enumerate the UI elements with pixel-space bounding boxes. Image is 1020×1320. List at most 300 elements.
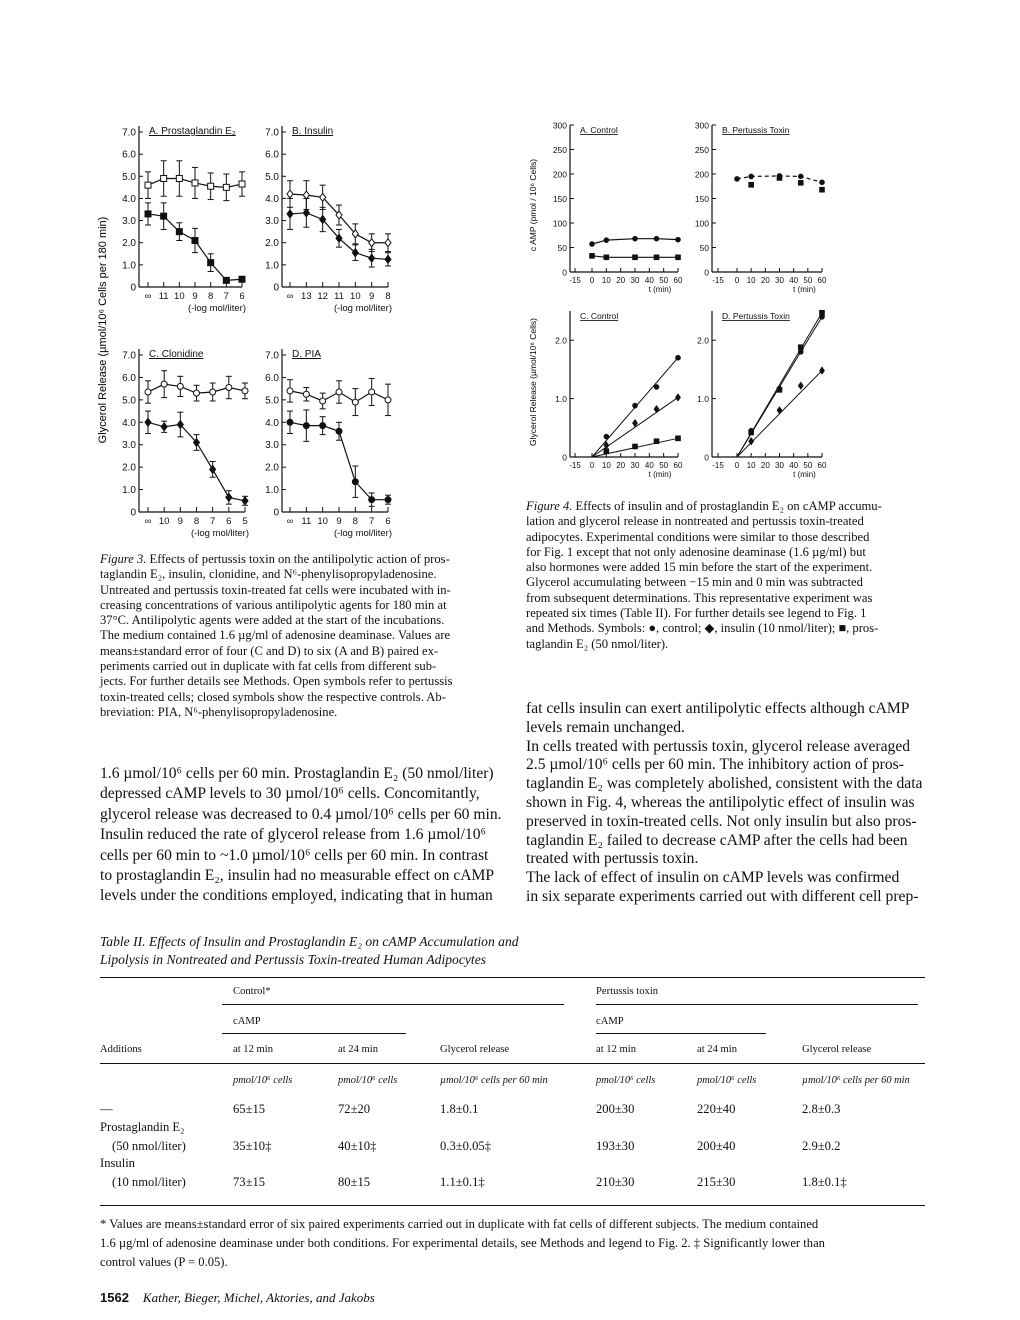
table-cell: 73±15: [233, 1175, 266, 1189]
x-tick-label: 7: [369, 516, 375, 527]
text-line: 37°C. Antilipolytic agents were added at the start of the incubations.: [100, 613, 445, 628]
x-tick-label: 10: [350, 291, 361, 302]
data-point-diamond: [303, 191, 309, 199]
data-point-square: [676, 436, 681, 441]
data-point-circle: [336, 389, 342, 395]
text-line: taglandin E₂ was completely abolished, consistent with the data: [526, 775, 923, 793]
x-tick-label: 60: [817, 461, 827, 470]
text-line: breviation: PIA, N⁶-phenylisopropyladenosine.: [100, 704, 338, 719]
text-line: taglandin E₂ failed to decrease cAMP after the cells had been: [526, 831, 908, 849]
data-point-square: [161, 213, 167, 219]
data-point-circle: [633, 403, 638, 408]
table-cell: 35±10‡: [233, 1139, 272, 1153]
data-point-circle: [145, 389, 151, 395]
data-point-square: [654, 439, 659, 444]
data-point-square: [676, 255, 681, 260]
x-tick-label: ∞: [286, 291, 294, 302]
x-tick-label: 60: [673, 276, 683, 285]
data-point-square: [145, 211, 151, 217]
data-point-square: [820, 187, 825, 192]
data-point-circle: [320, 423, 326, 429]
x-tick-label: ∞: [144, 516, 152, 527]
data-point-circle: [590, 242, 595, 247]
y-tick-label: 300: [552, 120, 567, 131]
y-tick-label: 150: [694, 194, 709, 204]
data-point-diamond: [385, 239, 391, 247]
body-left-column: [100, 764, 502, 907]
column-units: pmol/10⁶ cells: [338, 1075, 398, 1086]
text-line: cells per 60 min to ~1.0 µmol/10⁶ cells per 60 min. In contrast: [100, 846, 489, 864]
data-point-square: [604, 449, 609, 454]
column-header: at 12 min: [233, 1044, 274, 1055]
text-line: 1.6 µmol/10⁶ cells per 60 min. Prostaglandin E₂ (50 nmol/liter): [100, 765, 494, 782]
x-tick-label: 10: [174, 291, 185, 302]
x-tick-label: 60: [673, 461, 683, 470]
x-tick-label: 20: [616, 461, 626, 470]
x-tick-label: 30: [775, 276, 784, 285]
data-point-square: [208, 183, 214, 189]
text-line: treated with pertussis toxin.: [526, 850, 699, 868]
data-point-diamond: [633, 420, 638, 427]
x-tick-label: 40: [789, 276, 799, 285]
table-cell: 1.8±0.1‡: [802, 1175, 847, 1189]
x-tick-label: 9: [177, 516, 183, 527]
data-point-circle: [161, 381, 167, 387]
text-line: in six separate experiments carried out with different cell prep-: [526, 887, 919, 905]
data-point-diamond: [676, 394, 681, 401]
data-point-circle: [336, 428, 342, 434]
y-tick-label: 0: [704, 452, 709, 463]
column-header: at 24 min: [338, 1044, 379, 1055]
text-line: to prostaglandin E₂, insulin had no measurable effect on cAMP: [100, 866, 495, 884]
data-point-circle: [820, 180, 825, 185]
data-point-square: [777, 388, 782, 393]
x-tick-label: 10: [601, 461, 611, 470]
column-header: Glycerol release: [802, 1044, 872, 1055]
y-tick-label: 4.0: [265, 417, 279, 429]
data-point-diamond: [385, 255, 391, 263]
column-units: pmol/10⁶ cells: [233, 1075, 293, 1086]
x-tick-label: 10: [317, 516, 328, 527]
x-tick-label: 7: [223, 291, 229, 302]
data-point-circle: [604, 434, 609, 439]
data-point-square: [223, 277, 229, 283]
data-point-circle: [352, 479, 358, 485]
text-line: levels under the conditions employed, indicating that in human: [100, 887, 493, 905]
footer-authors: Kather, Bieger, Michel, Aktories, and Jakobs: [142, 1290, 375, 1305]
data-point-square: [749, 182, 754, 187]
panel-title: C. Control: [580, 311, 619, 321]
row-label-detail: (10 nmol/liter): [112, 1175, 186, 1189]
panel-title: A. Control: [580, 125, 618, 135]
column-header: at 12 min: [596, 1044, 637, 1055]
data-point-circle: [385, 397, 391, 403]
y-tick-label: 1.0: [265, 485, 279, 497]
table-cell: 80±15: [338, 1175, 371, 1189]
data-point-circle: [676, 355, 681, 360]
y-tick-label: 6.0: [265, 372, 279, 384]
x-tick-label: 50: [803, 461, 813, 470]
x-tick-label: 9: [369, 291, 375, 302]
x-axis-label: t (min): [648, 470, 672, 479]
data-point-circle: [604, 238, 609, 243]
y-tick-label: 50: [699, 243, 709, 253]
x-tick-label: -15: [569, 461, 581, 470]
data-point-circle: [654, 385, 659, 390]
y-tick-label: 7.0: [265, 127, 279, 139]
x-tick-label: 50: [659, 276, 669, 285]
data-point-square: [604, 255, 609, 260]
y-tick-label: 2.0: [697, 335, 709, 346]
caption-label: Figure 4.: [526, 499, 573, 513]
y-tick-label: 1.0: [697, 394, 709, 405]
table-rule: [222, 1033, 406, 1034]
data-point-circle: [242, 388, 248, 394]
page-number: 1562: [100, 1290, 129, 1305]
table-cell: 215±30: [697, 1175, 736, 1189]
data-point-square: [777, 176, 782, 181]
x-tick-label: -15: [712, 461, 724, 470]
x-tick-label: 0: [734, 276, 740, 285]
data-point-diamond: [161, 423, 167, 431]
text-line: toxin-treated cells; closed symbols show the respective controls. Ab-: [100, 689, 446, 704]
x-axis-label: (-log mol/liter): [187, 303, 246, 314]
x-axis-label: (-log mol/liter): [333, 303, 392, 314]
y-tick-label: 6.0: [122, 149, 136, 161]
y-tick-label: 250: [552, 145, 567, 155]
fig4-ylabel-bottom-text: Glycerol Release (µmol/10⁶ Cells): [528, 318, 538, 446]
table-cell: 220±40: [697, 1102, 736, 1116]
y-tick-label: 0: [562, 452, 567, 463]
series-line: [148, 422, 245, 501]
fig4-ylabel-top-text: c AMP (pmol / 10⁶ Cells): [528, 158, 538, 252]
data-point-square: [798, 181, 803, 186]
table-cell: 2.9±0.2: [802, 1139, 841, 1153]
data-point-square: [176, 176, 182, 182]
data-point-square: [192, 180, 198, 186]
table-cell: 200±40: [697, 1139, 736, 1153]
y-tick-label: 0: [273, 507, 279, 519]
text-line: from subsequent determinations. This representative experiment was: [526, 590, 873, 605]
y-tick-label: 6.0: [265, 149, 279, 161]
fit-line: [737, 313, 822, 457]
y-tick-label: 4.0: [122, 417, 136, 429]
data-point-diamond: [352, 249, 358, 257]
x-axis-label: t (min): [793, 470, 816, 479]
data-point-circle: [177, 383, 183, 389]
data-point-circle: [287, 419, 293, 425]
column-header: at 24 min: [697, 1044, 738, 1055]
fig4-ylabel-bottom: [524, 300, 542, 465]
data-point-circle: [210, 389, 216, 395]
table-cell: 0.3±0.05‡: [440, 1139, 491, 1153]
table-rule: [596, 1004, 918, 1005]
y-tick-label: 6.0: [122, 372, 136, 384]
data-point-square: [590, 254, 595, 259]
x-tick-label: -15: [712, 276, 724, 285]
x-tick-label: 8: [385, 291, 391, 302]
data-point-square: [633, 255, 638, 260]
y-tick-label: 100: [694, 218, 709, 229]
y-tick-label: 7.0: [122, 127, 136, 139]
data-point-diamond: [369, 254, 375, 262]
table-header-rule: [100, 1063, 925, 1064]
column-units: µmol/10⁶ cells per 60 min: [440, 1075, 548, 1086]
x-tick-label: 11: [301, 516, 312, 527]
data-point-diamond: [287, 190, 293, 198]
data-point-circle: [352, 399, 358, 405]
text-line: Glycerol accumulating between −15 min and 0 min was subtracted: [526, 575, 863, 590]
row-label: Prostaglandin E₂: [100, 1120, 185, 1134]
panel-title: C. Clonidine: [149, 349, 204, 360]
fig3-ylabel: [92, 180, 112, 480]
y-tick-label: 4.0: [265, 193, 279, 205]
column-units: pmol/10⁶ cells: [697, 1075, 757, 1086]
data-point-square: [161, 176, 167, 182]
table-cell: 1.1±0.1‡: [440, 1175, 485, 1189]
y-tick-label: 100: [552, 218, 567, 229]
caption-label: Figure 3.: [100, 552, 147, 566]
data-point-circle: [654, 236, 659, 241]
x-axis-label: (-log mol/liter): [333, 528, 392, 539]
row-label-detail: (50 nmol/liter): [112, 1139, 186, 1153]
text-line: The medium contained 1.6 µg/ml of adenosine deaminase. Values are: [100, 628, 451, 643]
x-tick-label: 0: [589, 461, 595, 470]
y-tick-label: 5.0: [122, 171, 136, 183]
y-tick-label: 50: [557, 243, 567, 253]
text-line: Insulin reduced the rate of glycerol release from 1.6 µmol/10⁶: [100, 826, 486, 844]
data-point-square: [192, 238, 198, 244]
text-line: taglandin E₂, insulin, clonidine, and N⁶-phenylisopropyladenosine.: [100, 567, 437, 582]
data-point-square: [820, 310, 825, 315]
x-tick-label: 12: [317, 291, 328, 302]
data-point-square: [145, 182, 151, 188]
y-tick-label: 3.0: [265, 216, 279, 228]
text-line: creasing concentrations of various antilipolytic agents for 180 min at: [100, 597, 447, 612]
text-line: adipocytes. Experimental conditions were similar to those described: [526, 529, 870, 544]
text-line: * Values are means±standard error of six paired experiments carried out in duplicate with fat cells of different subjects. The medium contained: [100, 1217, 819, 1231]
y-tick-label: 0: [704, 267, 709, 278]
x-tick-label: 13: [301, 291, 312, 302]
text-line: preserved in toxin-treated cells. Not only insulin but also pros-: [526, 812, 917, 830]
data-point-square: [239, 276, 245, 282]
text-line: shown in Fig. 4, whereas the antilipolytic effect of insulin was: [526, 793, 915, 811]
y-tick-label: 250: [694, 145, 709, 155]
table-cell: 40±10‡: [338, 1139, 377, 1153]
x-tick-label: 8: [208, 291, 214, 302]
x-tick-label: 8: [193, 516, 200, 527]
x-tick-label: 40: [789, 461, 799, 470]
y-tick-label: 1.0: [122, 260, 136, 272]
data-point-diamond: [287, 210, 293, 218]
data-point-square: [749, 430, 754, 435]
text-line: periments carried out in duplicate with fat cells from different sub-: [100, 659, 437, 674]
y-tick-label: 0: [273, 282, 279, 294]
y-tick-label: 2.0: [265, 238, 279, 250]
x-tick-label: 20: [760, 276, 770, 285]
x-tick-label: 6: [226, 516, 232, 527]
data-point-square: [239, 181, 245, 187]
text-line: Figure 4. Effects of insulin and of prostaglandin E₂ on cAMP accumu-: [526, 499, 882, 513]
row-label: Insulin: [100, 1156, 135, 1170]
x-tick-label: 20: [616, 276, 626, 285]
data-point-square: [176, 229, 182, 235]
data-point-circle: [749, 174, 754, 179]
text-line: means±standard error of four (C and D) to six (A and B) paired ex-: [100, 643, 439, 658]
table-cell: 65±15: [233, 1102, 266, 1116]
y-tick-label: 7.0: [122, 350, 136, 362]
x-tick-label: 50: [803, 276, 813, 285]
panel-title: B. Insulin: [292, 126, 334, 137]
x-tick-label: 8: [352, 516, 358, 527]
text-line: for Fig. 1 except that not only adenosine deaminase (1.6 µg/ml) but: [526, 544, 866, 559]
data-point-diamond: [145, 418, 151, 426]
y-tick-label: 4.0: [122, 193, 136, 205]
text-line: jects. For further details see Methods. Open symbols refer to pertussis: [100, 674, 453, 689]
page-footer: [100, 1290, 375, 1306]
text-line: fat cells insulin can exert antilipolytic effects although cAMP: [526, 700, 910, 717]
x-tick-label: 10: [746, 461, 756, 470]
table-cell: 200±30: [596, 1102, 635, 1116]
table-rule: [596, 1033, 766, 1034]
table-title-line: Lipolysis in Nontreated and Pertussis Toxin-treated Human Adipocytes: [100, 952, 487, 967]
data-point-circle: [226, 385, 232, 391]
data-point-diamond: [798, 382, 803, 389]
y-tick-label: 150: [552, 194, 567, 204]
x-tick-label: 6: [239, 291, 245, 302]
x-tick-label: 60: [817, 276, 827, 285]
x-tick-label: 10: [746, 276, 756, 285]
table-cell: 1.8±0.1: [440, 1102, 479, 1116]
y-tick-label: 1.0: [265, 260, 279, 272]
y-tick-label: 0: [562, 267, 567, 278]
text-line: taglandin E₂ (50 nmol/liter).: [526, 636, 669, 651]
table-bottom-rule: [100, 1205, 925, 1206]
data-point-square: [654, 255, 659, 260]
y-tick-label: 5.0: [122, 395, 136, 407]
data-point-circle: [798, 174, 803, 179]
x-axis-label: t (min): [648, 285, 672, 294]
table-cell: 72±20: [338, 1102, 371, 1116]
y-tick-label: 2.0: [122, 238, 136, 250]
x-tick-label: 11: [158, 291, 169, 302]
data-point-circle: [676, 237, 681, 242]
data-point-circle: [287, 388, 293, 394]
x-tick-label: 30: [630, 276, 640, 285]
x-tick-label: 50: [659, 461, 669, 470]
text-line: glycerol release was decreased to 0.4 µmol/10⁶ cells per 60 min.: [100, 805, 502, 823]
x-axis-label: t (min): [793, 285, 816, 294]
data-point-circle: [369, 497, 375, 503]
subheader-camp-pertussis: cAMP: [596, 1016, 624, 1027]
x-tick-label: 11: [334, 291, 344, 302]
y-tick-label: 300: [694, 120, 709, 131]
data-point-circle: [194, 390, 200, 396]
data-point-square: [798, 345, 803, 350]
x-axis-label: (-log mol/liter): [190, 528, 249, 539]
data-point-diamond: [242, 497, 248, 505]
y-tick-label: 1.0: [122, 485, 136, 497]
data-point-diamond: [369, 239, 375, 247]
y-tick-label: 0: [130, 282, 136, 294]
y-tick-label: 2.0: [265, 462, 279, 474]
table-title-line: Table II. Effects of Insulin and Prostaglandin E₂ on cAMP Accumulation and: [100, 934, 519, 949]
table-title: [100, 933, 519, 969]
x-tick-label: 10: [158, 516, 170, 527]
data-point-diamond: [303, 209, 309, 217]
column-units: µmol/10⁶ cells per 60 min: [802, 1075, 910, 1086]
text-line: Untreated and pertussis toxin-treated fat cells were incubated with in-: [100, 582, 451, 597]
column-units: pmol/10⁶ cells: [596, 1075, 656, 1086]
x-tick-label: 9: [336, 516, 342, 527]
y-tick-label: 3.0: [122, 440, 136, 452]
data-point-square: [208, 260, 214, 266]
body-right-column: [526, 700, 922, 907]
data-point-circle: [385, 497, 391, 503]
x-tick-label: 30: [775, 461, 784, 470]
text-line: depressed cAMP levels to 30 µmol/10⁶ cells. Concomitantly,: [100, 785, 480, 803]
y-tick-label: 2.0: [122, 462, 136, 474]
text-line: levels remain unchanged.: [526, 718, 685, 736]
text-line: 1.6 µg/ml of adenosine deaminase under both conditions. For experimental details, see Methods and legend to Fig. 2. ‡ Significantly lower than: [100, 1236, 825, 1250]
data-point-circle: [633, 236, 638, 241]
subheader-camp-control: cAMP: [233, 1016, 261, 1027]
text-line: and Methods. Symbols: ●, control; ◆, insulin (10 nmol/liter); ■, pros-: [526, 621, 879, 636]
data-point-circle: [735, 177, 740, 182]
data-point-square: [633, 444, 638, 449]
x-tick-label: 5: [242, 516, 248, 527]
table-cell: 193±30: [596, 1139, 635, 1153]
panel-title: D. PIA: [292, 349, 321, 360]
text-line: The lack of effect of insulin on cAMP levels was confirmed: [526, 869, 900, 887]
y-tick-label: 5.0: [265, 395, 279, 407]
figure4-caption: [526, 499, 882, 652]
text-line: Figure 3. Effects of pertussis toxin on the antilipolytic action of pros-: [100, 552, 450, 566]
text-line: lation and glycerol release in nontreated and pertussis toxin-treated: [526, 514, 864, 529]
group-header-pertussis: Pertussis toxin: [596, 986, 659, 997]
x-tick-label: 40: [644, 461, 654, 470]
x-tick-label: ∞: [286, 516, 294, 527]
y-tick-label: 3.0: [122, 216, 136, 228]
y-tick-label: 200: [694, 169, 709, 180]
table-footnote: [100, 1215, 825, 1272]
x-tick-label: 40: [644, 276, 654, 285]
y-tick-label: 7.0: [265, 350, 279, 362]
group-header-control: Control*: [233, 986, 271, 997]
text-line: control values (P = 0.05).: [100, 1255, 228, 1269]
y-tick-label: 1.0: [555, 394, 567, 405]
y-tick-label: 200: [552, 169, 567, 180]
data-point-circle: [303, 391, 309, 397]
y-tick-label: 5.0: [265, 171, 279, 183]
panel-title: D. Pertussis Toxin: [722, 311, 790, 321]
table-cell: 210±30: [596, 1175, 635, 1189]
x-tick-label: 10: [601, 276, 611, 285]
data-point-square: [223, 184, 229, 190]
column-header: Additions: [100, 1044, 142, 1055]
fig3-ylabel-text: Glycerol Release (µmol/10⁶ Cells per 180 min): [97, 216, 109, 444]
y-tick-label: 0: [130, 507, 136, 519]
fig4-ylabel-top: [524, 130, 542, 280]
data-point-circle: [303, 423, 309, 429]
column-header: Glycerol release: [440, 1044, 510, 1055]
x-tick-label: 0: [589, 276, 595, 285]
x-tick-label: 0: [734, 461, 740, 470]
data-point-circle: [320, 398, 326, 404]
table-rule: [222, 1004, 564, 1005]
text-line: also hormones were added 15 min before the start of the experiment.: [526, 560, 873, 575]
text-line: 2.5 µmol/10⁶ cells per 60 min. The inhibitory action of pros-: [526, 756, 904, 774]
